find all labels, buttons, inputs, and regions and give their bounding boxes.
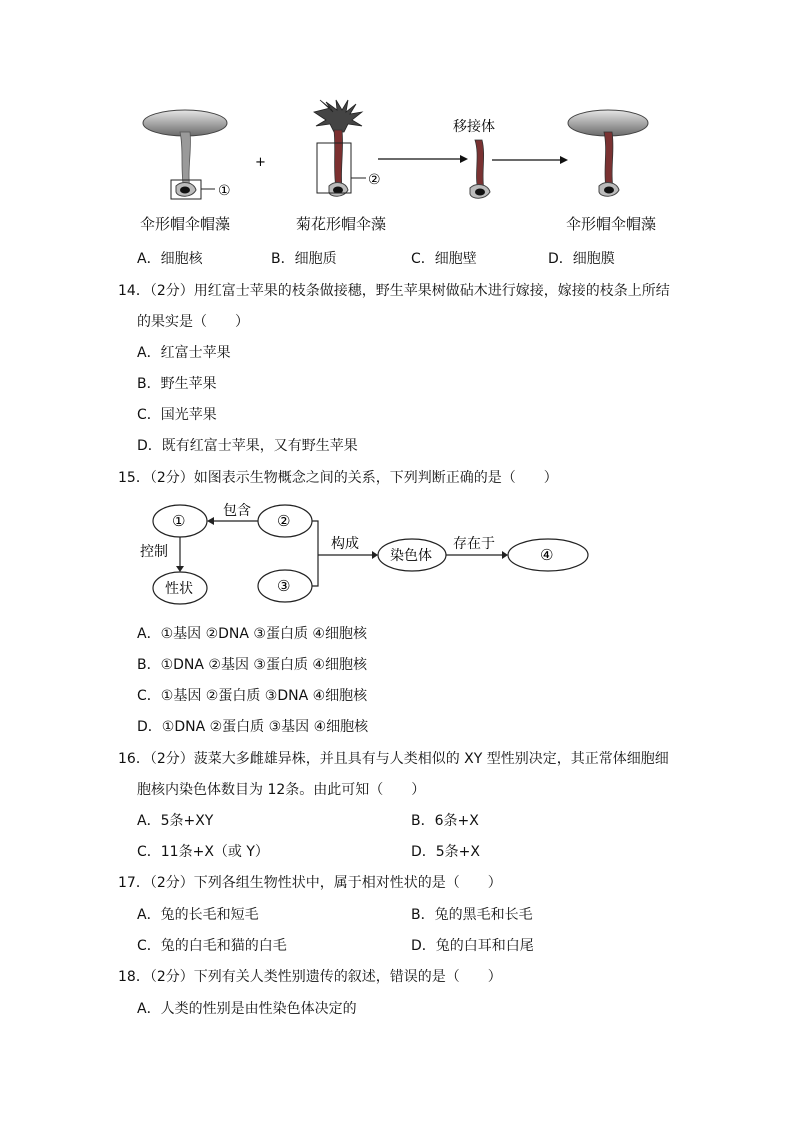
q14-option-b[interactable]: B．野生苹果 <box>137 376 217 392</box>
label-umbrella-algae: 伞形帽伞帽藻 <box>140 215 231 233</box>
q16-stem-line1: 16．（2分）菠菜大多雌雄异株，并且具有与人类相似的 XY 型性别决定，其正常体细胞细 <box>118 751 669 767</box>
q16-option-a[interactable]: A．5条+XY <box>137 813 214 829</box>
q15-option-c[interactable]: C．①基因 ②蛋白质 ③DNA ④细胞核 <box>137 688 368 704</box>
contain-label: 包含 <box>223 503 251 519</box>
q15-option-d[interactable]: D．①DNA ②蛋白质 ③基因 ④细胞核 <box>137 719 369 735</box>
q15-option-a[interactable]: A．①基因 ②DNA ③蛋白质 ④细胞核 <box>137 626 367 642</box>
q14-stem-line1: 14．（2分）用红富士苹果的枝条做接穗，野生苹果树做砧木进行嫁接，嫁接的枝条上所结 <box>118 283 670 299</box>
node-3-label: ③ <box>277 577 291 595</box>
graft-body-image <box>470 140 490 198</box>
marker-2: ② <box>368 172 381 188</box>
exist-in-label: 存在于 <box>453 536 495 552</box>
label-result-algae: 伞形帽伞帽藻 <box>566 215 657 233</box>
q13-option-a[interactable]: A．细胞核 <box>137 251 203 267</box>
node-4-label: ④ <box>540 546 554 564</box>
q13-option-b[interactable]: B．细胞质 <box>271 251 337 267</box>
control-label: 控制 <box>140 544 168 560</box>
q13-option-c[interactable]: C．细胞壁 <box>411 251 477 267</box>
graft-body-label: 移接体 <box>453 119 495 135</box>
umbrella-cap-algae-image <box>143 110 227 199</box>
q16-option-d[interactable]: D．5条+X <box>411 844 481 860</box>
chrysanthemum-cap-algae-image <box>314 100 366 196</box>
q15-stem: 15．（2分）如图表示生物概念之间的关系，下列判断正确的是（ ） <box>118 470 558 486</box>
q15-option-b[interactable]: B．①DNA ②基因 ③蛋白质 ④细胞核 <box>137 657 367 673</box>
q14-option-c[interactable]: C．国光苹果 <box>137 407 217 423</box>
q18-option-a[interactable]: A．人类的性别是由性染色体决定的 <box>137 1001 357 1017</box>
q17-option-d[interactable]: D．兔的白耳和白尾 <box>411 938 534 954</box>
concept-relationship-diagram <box>140 496 570 612</box>
q14-option-a[interactable]: A．红富士苹果 <box>137 345 231 361</box>
compose-label: 构成 <box>331 536 359 552</box>
q16-option-c[interactable]: C．11条+X（或 Y） <box>137 844 269 860</box>
q16-stem-line2: 胞核内染色体数目为 12条。由此可知（ ） <box>137 782 426 798</box>
plus-sign: + <box>255 155 266 170</box>
q13-option-d[interactable]: D．细胞膜 <box>548 251 615 267</box>
label-chrysanthemum-algae: 菊花形帽伞藻 <box>296 215 387 233</box>
q18-stem: 18．（2分）下列有关人类性别遗传的叙述，错误的是（ ） <box>118 969 502 985</box>
node-chromosome-label: 染色体 <box>390 548 432 564</box>
q17-stem: 17．（2分）下列各组生物性状中，属于相对性状的是（ ） <box>118 875 502 891</box>
q17-option-a[interactable]: A．兔的长毛和短毛 <box>137 907 259 923</box>
q17-option-c[interactable]: C．兔的白毛和猫的白毛 <box>137 938 287 954</box>
q14-option-d[interactable]: D．既有红富士苹果，又有野生苹果 <box>137 438 358 454</box>
q16-option-b[interactable]: B．6条+X <box>411 813 479 829</box>
q17-option-b[interactable]: B．兔的黑毛和长毛 <box>411 907 533 923</box>
node-2-label: ② <box>277 512 291 530</box>
node-1-label: ① <box>172 512 186 530</box>
node-trait-label: 性状 <box>165 581 193 597</box>
algae-grafting-figure <box>130 100 690 215</box>
q14-stem-line2: 的果实是（ ） <box>137 314 249 330</box>
result-umbrella-cap-algae-image <box>568 110 648 196</box>
marker-1: ① <box>218 183 231 199</box>
